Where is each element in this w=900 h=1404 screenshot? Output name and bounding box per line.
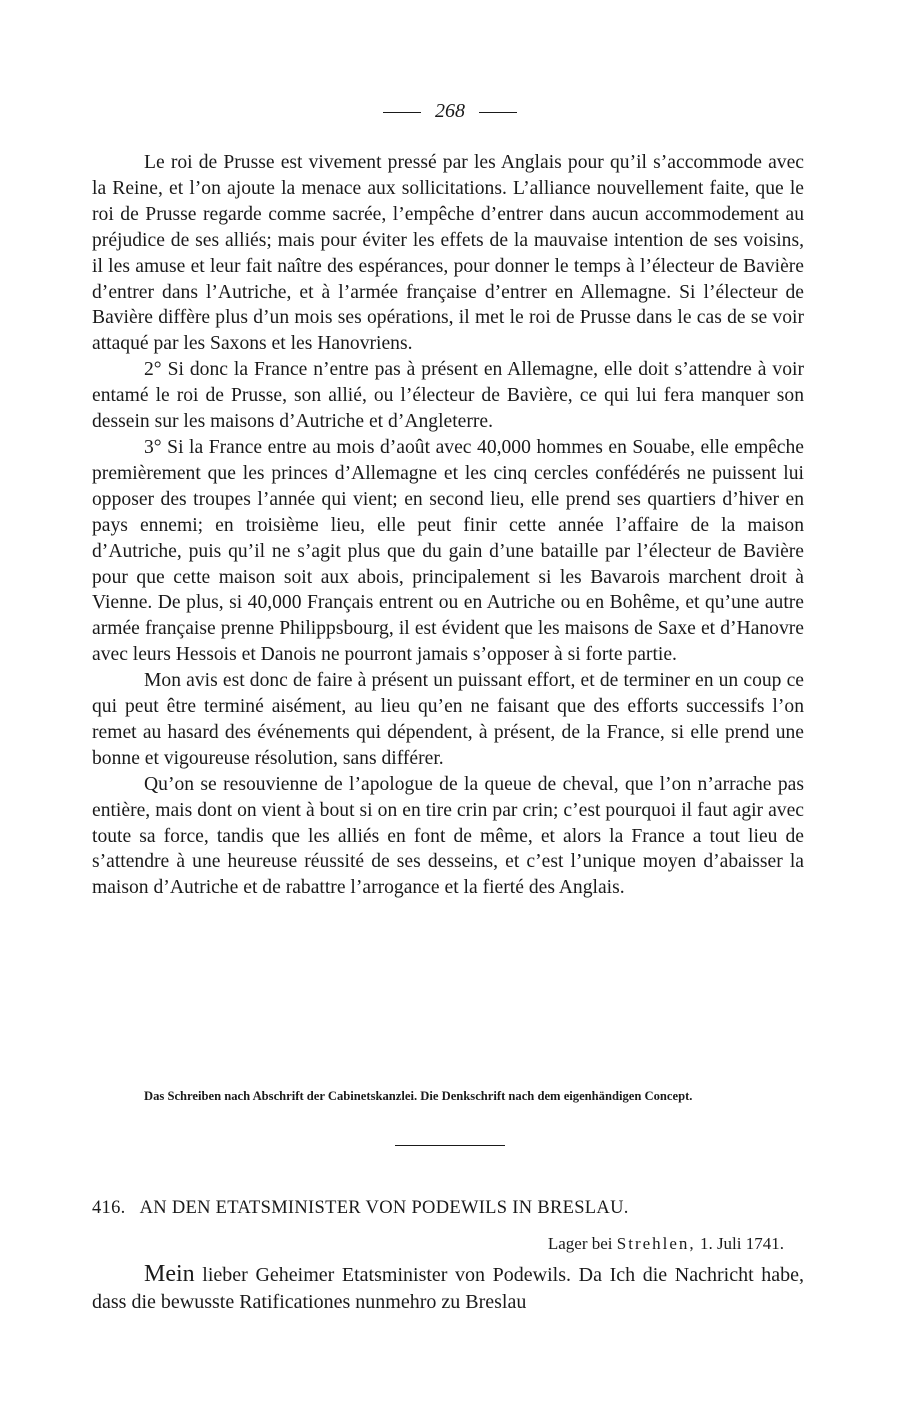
dateline-prefix: Lager bei	[547, 1234, 613, 1253]
page-header	[0, 100, 900, 123]
letter-text	[92, 1261, 804, 1316]
dateline-date: 1. Juli 1741.	[699, 1234, 784, 1253]
letter-paragraph	[92, 1261, 804, 1316]
paragraph: 3° Si la France entre au mois d’août avec 40,000 hommes en Souabe, elle empêche premièrement que les princes d’Allemagne et les cinq cercles confédérés ne puissent lui opposer des troupes l’année qui vient; en second lieu, elle prend ses quartiers d’hiver en pays ennemi; en troisième lieu, elle peut finir cette année l’affaire de la maison d’Autriche, puis qu’il ne s’agit plus que du gain d’une bataille par l’électeur de Bavière pour que cette maison soit aux abois, principalement si les Bavarois marchent droit à Vienne. De plus, si 40,000 Français entrent ou en Autriche ou en Bohême, et qu’une autre armée française prenne Philippsbourg, il est évident que les maisons de Saxe et d’Hanovre avec leurs Hessois et Danois ne pourront jamais s’opposer à si forte partie.	[92, 436, 804, 666]
document-number: 416.	[92, 1198, 126, 1218]
header-dash-right	[479, 112, 517, 113]
memorandum-text	[92, 150, 804, 901]
dateline-place: Strehlen,	[616, 1234, 696, 1253]
section-separator	[395, 1145, 505, 1146]
paragraph: Le roi de Prusse est vivement pressé par les Anglais pour qu’il s’accommode avec la Reine, et l’on ajoute la menace aux sollicitations. L’alliance nouvellement faite, que le roi de Prusse regarde comme sacrée, l’empêche d’entrer dans aucun accommodement au préjudice de ses alliés; mais pour éviter les effets de la mauvaise intention de ses voisins, il les amuse et leur fait naître des espérances, pour donner le temps à l’électeur de Bavière d’entrer dans l’Autriche, et à l’armée française d’entrer en Allemagne. Si l’électeur de Bavière diffère plus d’un mois ses opérations, il met le roi de Prusse dans le cas de se voir attaqué par les Saxons et les Hanovriens.	[92, 152, 804, 355]
paragraph: Qu’on se resouvienne de l’apologue de la queue de cheval, que l’on n’arrache pas entière, mais dont on vient à bout si on en tire crin par crin; c’est pourquoi il faut agir avec toute sa force, tandis que les alliés en font de même, et alors la France a tout lieu de s’attendre à une heureuse réussité de ses desseins, et c’est l’unique moyen d’abaisser la maison d’Autriche et de rabattre l’arrogance et la fierté des Anglais.	[92, 773, 804, 899]
document-heading	[92, 1195, 804, 1221]
dateline	[92, 1232, 784, 1256]
paragraph: 2° Si donc la France n’entre pas à présent en Allemagne, elle doit s’attendre à voir entamé le roi de Prusse, son allié, ou l’électeur de Bavière, ce qui lui fera manquer son dessein sur les maisons d’Autriche et d’Angleterre.	[92, 359, 804, 433]
letter-body: lieber Geheimer Etatsminister von Podewils. Da Ich die Nachricht habe, dass die bewusste Ratificationes nunmehro zu Breslau	[92, 1264, 804, 1313]
header-dash-left	[383, 112, 421, 113]
document-title: AN DEN ETATSMINISTER VON PODEWILS IN BRESLAU.	[139, 1198, 629, 1218]
letter-first-word: Mein	[144, 1261, 195, 1287]
source-note: Das Schreiben nach Abschrift der Cabinetskanzlei. Die Denkschrift nach dem eigenhändigen Concept.	[144, 1089, 693, 1103]
page-number: 268	[435, 100, 465, 122]
paragraph: Mon avis est donc de faire à présent un puissant effort, et de terminer en un coup ce qui peut être terminé aisément, au lieu qu’en ne faisant que des efforts successifs l’on remet au hasard des événements qui dépendent, à présent, de la France, si elle prend une bonne et vigoureuse résolution, sans différer.	[92, 670, 804, 769]
